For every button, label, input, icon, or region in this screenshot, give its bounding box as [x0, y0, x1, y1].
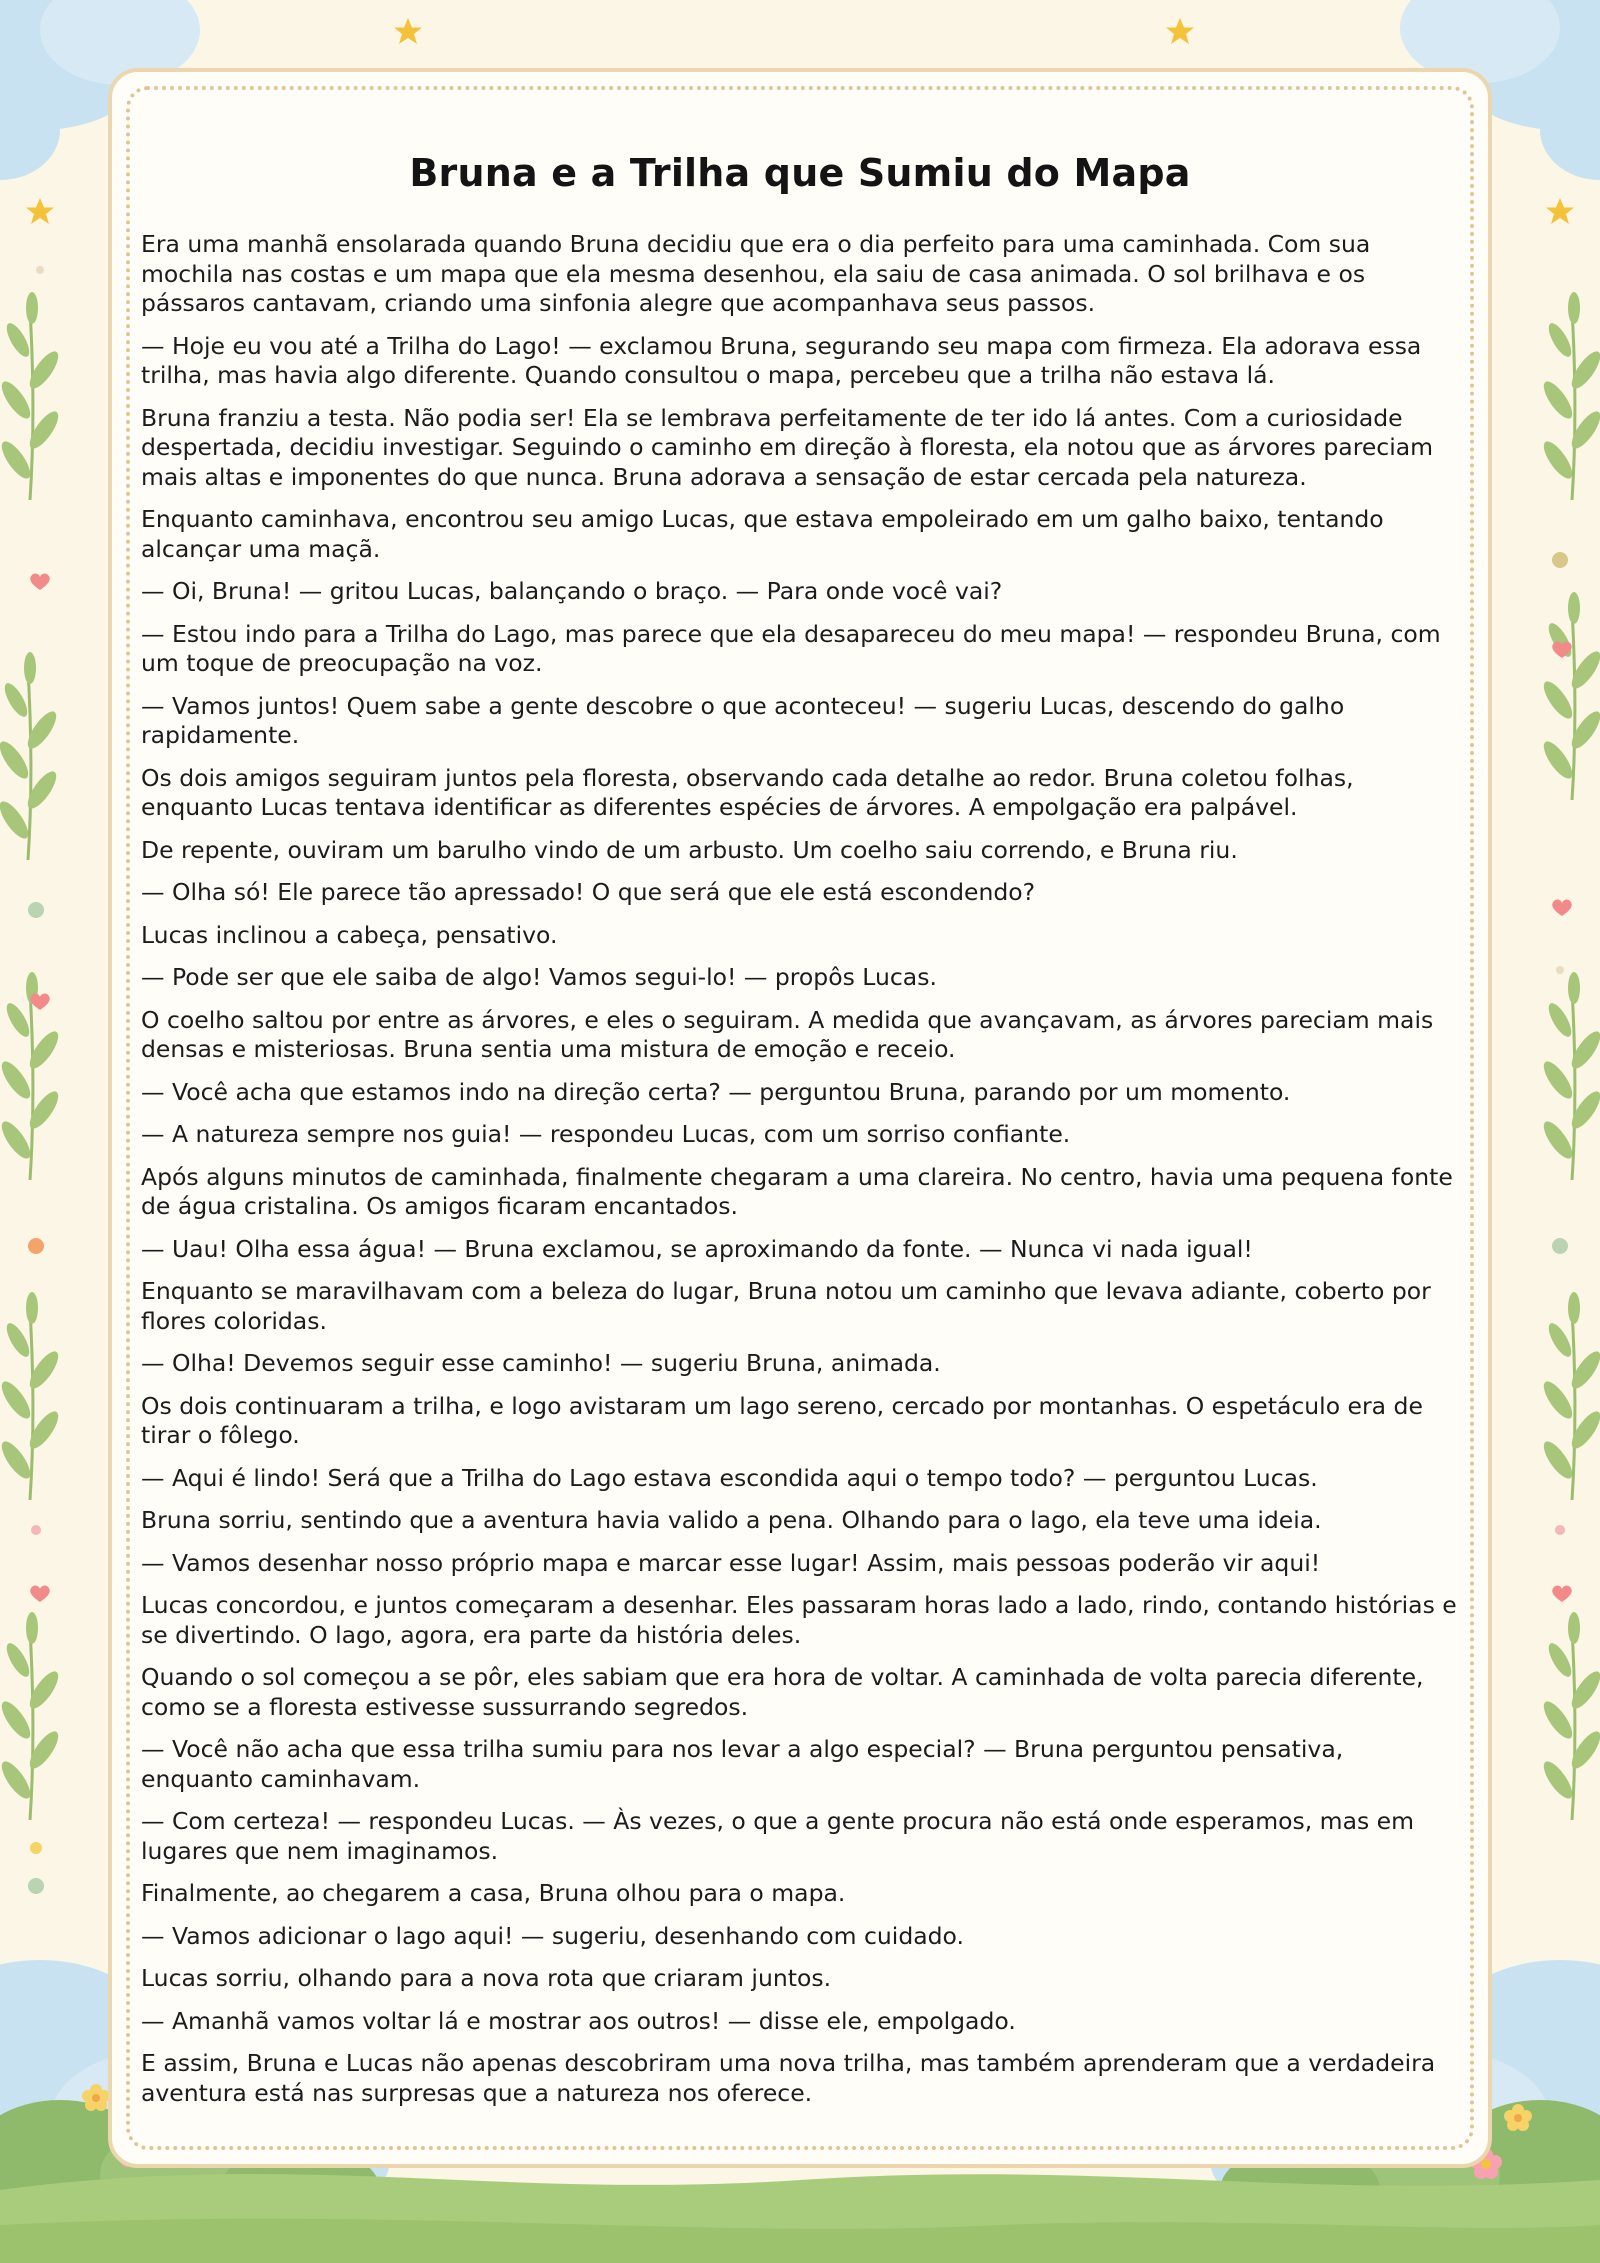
paragraph: — Pode ser que ele saiba de algo! Vamos segui-lo! — propôs Lucas. — [141, 963, 937, 991]
paragraph: Lucas concordou, e juntos começaram a desenhar. Eles passaram horas lado a lado, rindo, contando histórias e se divertindo. O lago, agora, era parte da história deles. — [141, 1591, 1457, 1649]
heart-icon — [30, 994, 49, 1010]
paragraph: Finalmente, ao chegarem a casa, Bruna olhou para o mapa. — [141, 1879, 846, 1907]
leaf-branch-icon — [0, 292, 63, 500]
paragraph: — Estou indo para a Trilha do Lago, mas parece que ela desapareceu do meu mapa! — respondeu Bruna, com um toque de preocupação na voz. — [141, 619, 1441, 677]
paragraph: Era uma manhã ensolarada quando Bruna decidiu que era o dia perfeito para uma caminhada. Com sua mochila nas costas e um mapa que ela mesma desenhou, ela saiu de casa animada. O sol brilhava e os pássaros cantavam, criando uma sinfonia alegre que acompanhava seus passos. — [141, 230, 1371, 317]
paragraph: — Uau! Olha essa água! — Bruna exclamou, se aproximando da fonte. — Nunca vi nada igual! — [141, 1234, 1253, 1263]
paragraph: E assim, Bruna e Lucas não apenas descobriram uma nova trilha, mas também aprenderam que a verdadeira aventura está nas surpresas que a natureza nos oferece. — [141, 2049, 1436, 2107]
story-title: Bruna e a Trilha que Sumiu do Mapa — [409, 151, 1191, 196]
paragraph: — Olha! Devemos seguir esse caminho! — sugeriu Bruna, animada. — [141, 1349, 941, 1377]
paragraph: Enquanto se maravilhavam com a beleza do lugar, Bruna notou um caminho que levava adiante, coberto por flores coloridas. — [141, 1277, 1431, 1335]
paragraph: — Hoje eu vou até a Trilha do Lago! — exclamou Bruna, segurando seu mapa com firmeza. Ela adorava essa trilha, mas havia algo diferente. Quando consultou o mapa, percebeu que a trilha não estava lá. — [141, 331, 1422, 389]
grass-hill-icon — [0, 2174, 1600, 2263]
paragraph: — Vamos adicionar o lago aqui! — sugeriu, desenhando com cuidado. — [141, 1921, 964, 1950]
paragraph: Os dois amigos seguiram juntos pela floresta, observando cada detalhe ao redor. Bruna coletou folhas, enquanto Lucas tentava identificar as diferentes espécies de árvores. A empolgação era palpável. — [141, 763, 1354, 821]
paragraph: De repente, ouviram um barulho vindo de um arbusto. Um coelho saiu correndo, e Bruna riu. — [141, 835, 1238, 864]
story-body — [141, 230, 1459, 2121]
leaf-branch-icon — [1539, 972, 1600, 1180]
leaf-branch-icon — [1539, 1292, 1600, 1500]
leaf-branch-icon — [0, 1292, 63, 1500]
paragraph: Após alguns minutos de caminhada, finalmente chegaram a uma clareira. No centro, havia uma pequena fonte de água cristalina. Os amigos ficaram encantados. — [141, 1162, 1453, 1220]
heart-icon — [1552, 900, 1571, 916]
leaf-branch-icon — [1539, 592, 1600, 800]
leaf-branch-icon — [0, 972, 63, 1180]
paragraph: — Vamos desenhar nosso próprio mapa e marcar esse lugar! Assim, mais pessoas poderão vir aqui! — [141, 1548, 1321, 1577]
star-icon — [1546, 198, 1574, 224]
paragraph: Os dois continuaram a trilha, e logo avistaram um lago sereno, cercado por montanhas. O espetáculo era de tirar o fôlego. — [141, 1391, 1423, 1449]
star-icon — [394, 18, 422, 44]
star-icon — [1166, 18, 1194, 44]
paragraph: — Vamos juntos! Quem sabe a gente descobre o que aconteceu! — sugeriu Lucas, descendo do galho rapidamente. — [141, 691, 1345, 749]
paragraph: Lucas sorriu, olhando para a nova rota que criaram juntos. — [141, 1964, 832, 1992]
paragraph: — Amanhã vamos voltar lá e mostrar aos outros! — disse ele, empolgado. — [141, 2006, 1016, 2035]
paragraph: Enquanto caminhava, encontrou seu amigo Lucas, que estava empoleirado em um galho baixo, tentando alcançar uma maçã. — [141, 505, 1384, 563]
paragraph: — A natureza sempre nos guia! — respondeu Lucas, com um sorriso confiante. — [141, 1120, 1071, 1148]
paragraph: — Olha só! Ele parece tão apressado! O que será que ele está escondendo? — [141, 878, 1036, 906]
heart-icon — [30, 574, 49, 590]
paragraph: Quando o sol começou a se pôr, eles sabiam que era hora de voltar. A caminhada de volta parecia diferente, como se a floresta estivesse sussurrando segredos. — [141, 1663, 1424, 1721]
paragraph: O coelho saltou por entre as árvores, e eles o seguiram. A medida que avançavam, as árvores pareciam mais densas e misteriosas. Bruna sentia uma mistura de emoção e receio. — [141, 1005, 1434, 1063]
leaf-branch-icon — [1539, 292, 1600, 500]
paragraph: — Você acha que estamos indo na direção certa? — perguntou Bruna, parando por um momento. — [141, 1077, 1291, 1106]
heart-icon — [1552, 1586, 1571, 1602]
leaf-branch-icon — [0, 652, 61, 860]
paragraph: — Com certeza! — respondeu Lucas. — Às vezes, o que a gente procura não está onde esperamos, mas em lugares que nem imaginamos. — [141, 1807, 1415, 1865]
paragraph: — Oi, Bruna! — gritou Lucas, balançando o braço. — Para onde você vai? — [141, 577, 1003, 605]
paragraph: Bruna franziu a testa. Não podia ser! Ela se lembrava perfeitamente de ter ido lá antes. Com a curiosidade despertada, decidiu investigar. Seguindo o caminho em direção à floresta, ela notou que as árvores pareciam mais altas e imponentes do que nunca. Bruna adorava a sensação de estar cercada pela natureza. — [141, 403, 1434, 491]
leaf-branch-icon — [1539, 1612, 1600, 1820]
paragraph: — Aqui é lindo! Será que a Trilha do Lago estava escondida aqui o tempo todo? — perguntou Lucas. — [141, 1463, 1318, 1492]
leaf-branch-icon — [0, 1612, 63, 1820]
heart-icon — [30, 1586, 49, 1602]
paragraph: Lucas inclinou a cabeça, pensativo. — [141, 920, 558, 949]
star-icon — [26, 198, 54, 224]
paragraph: — Você não acha que essa trilha sumiu para nos levar a algo especial? — Bruna perguntou pensativa, enquanto caminhavam. — [141, 1735, 1344, 1793]
paragraph: Bruna sorriu, sentindo que a aventura havia valido a pena. Olhando para o lago, ela teve uma ideia. — [141, 1506, 1322, 1534]
